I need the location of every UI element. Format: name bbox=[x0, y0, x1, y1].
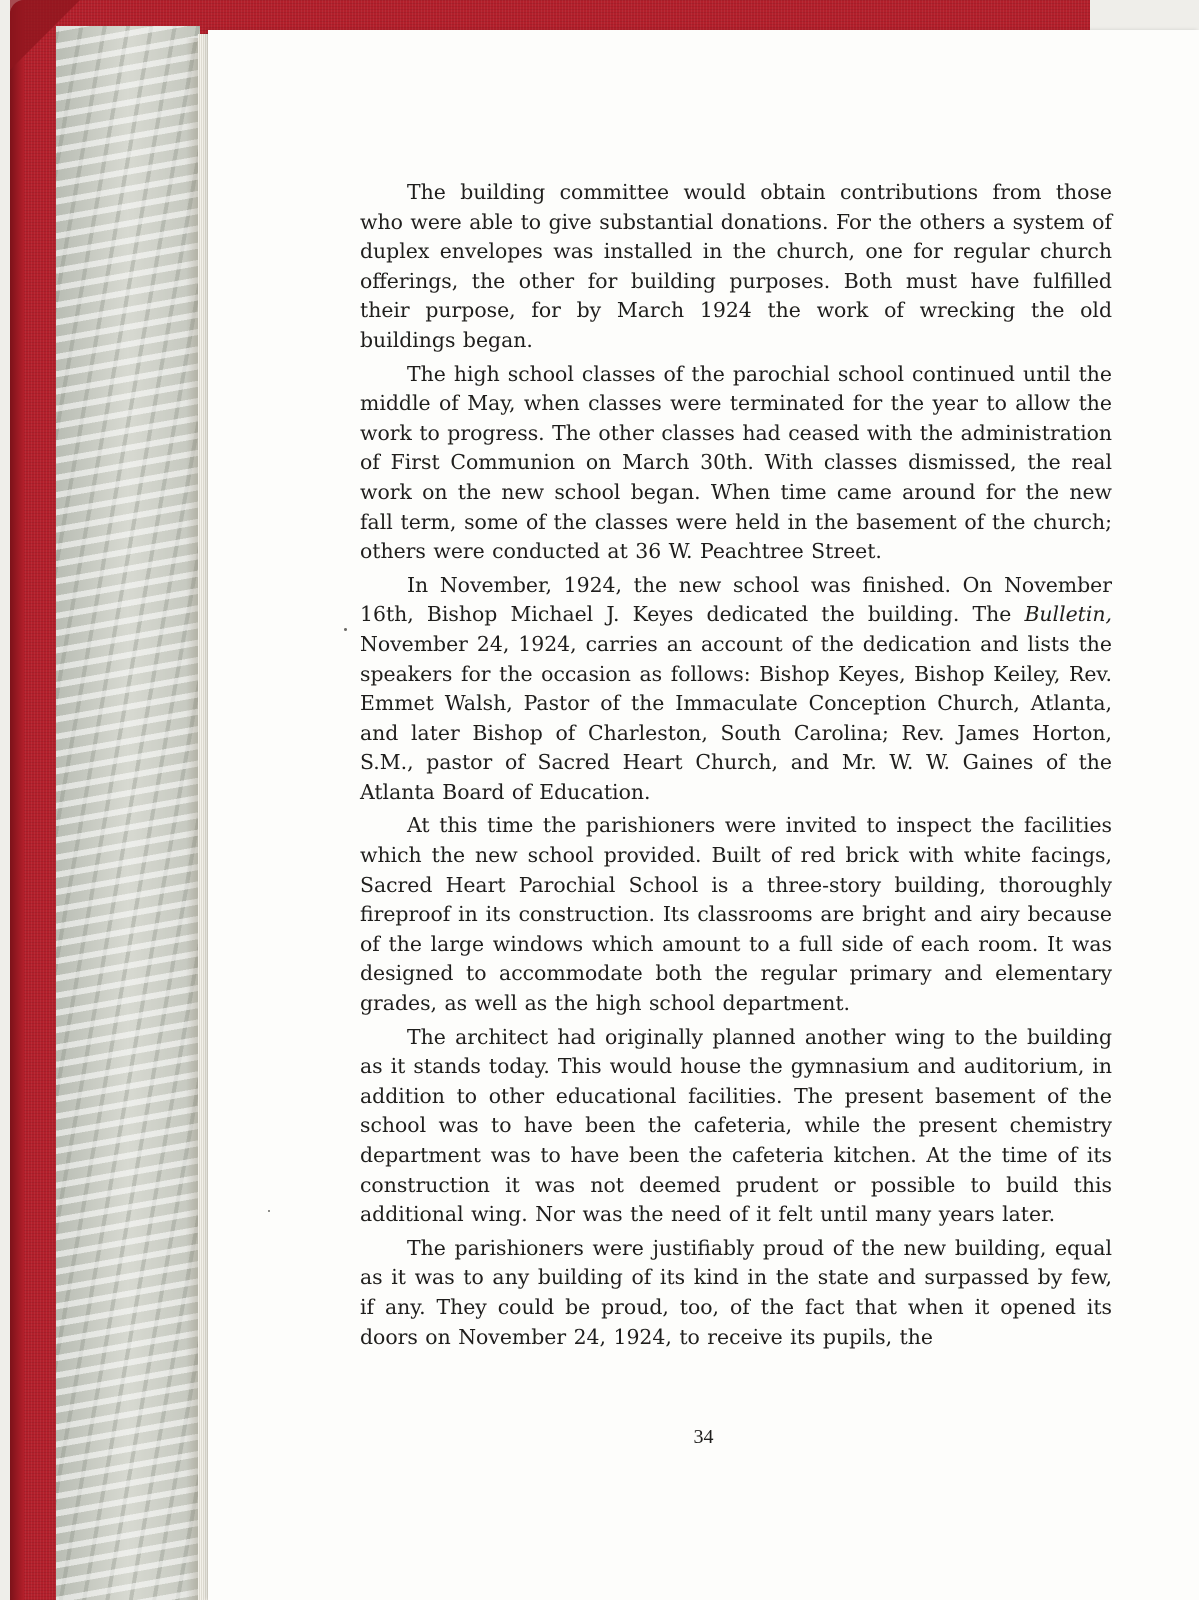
paragraph-building-committee: The building committee would obtain contributions from those who were able to give substantial donations. For the others a system of duplex envelopes was installed in the church, one for regular church offerings, the other for building purposes. Both must have fulfilled their purpose, for by March 1924 the work of wrecking the old buildings began. bbox=[360, 180, 1112, 352]
paper-speck bbox=[344, 628, 347, 631]
cover-edge bbox=[10, 0, 24, 1600]
page-sheet bbox=[208, 30, 1199, 1600]
paragraph-parishioners-proud: The parishioners were justifiably proud of the new building, equal as it was to any building of its kind in the state and surpassed by few, if any. They could be proud, too, of the fact that when it opened its doors on November 24, 1924, to receive its pupils, the bbox=[360, 1235, 1112, 1349]
body-text bbox=[360, 178, 1112, 1356]
paragraph-facilities: At this time the parishioners were invited to inspect the facilities which the new school provided. Built of red brick with white facings, Sacred Heart Parochial School is a three-story building, thoroughly fireproof in its construction. Its classrooms are bright and airy because of the large windows which amount to a full side of each room. It was designed to accommodate both the regular primary and elementary grades, as well as the high school department. bbox=[360, 813, 1112, 1016]
paragraph-architect: The architect had originally planned another wing to the building as it stands today. This would house the gymnasium and auditorium, in addition to other educational facilities. The present basement of the school was to have been the cafeteria, while the present chemistry department was to have been the cafeteria kitchen. At the time of its construction it was not deemed prudent or possible to build this additional wing. Nor was the need of it felt until many years later. bbox=[360, 1024, 1112, 1227]
bulletin-title: Bulletin, bbox=[1024, 602, 1112, 627]
paragraph-new-school-finished bbox=[360, 571, 1112, 808]
marbled-endpaper bbox=[56, 26, 200, 1600]
paper-speck bbox=[268, 1210, 270, 1212]
paragraph-text-end: November 24, 1924, carries an account of the dedication and lists the speakers for the occasion as follows: Bishop Keyes, Bishop Keiley, Rev. Emmet Walsh, Pastor of the Immaculate Conception Church, Atlanta, and later Bishop of Charleston, South Carolina; Rev. James Horton, S.M., pastor of Sacred Heart Church, and Mr. W. W. Gaines of the Atlanta Board of Education. bbox=[360, 631, 1112, 804]
paragraph-text-start: In November, 1924, the new school was finished. On November 16th, Bishop Michael J. Keyes dedicated the building. The bbox=[360, 572, 1112, 627]
page-number: 34 bbox=[693, 1426, 714, 1448]
paragraph-high-school-classes: The high school classes of the parochial school continued until the middle of May, when classes were terminated for the year to allow the work to progress. The other classes had ceased with the administration of First Communion on March 30th. With classes dismissed, the real work on the new school began. When time came around for the new fall term, some of the classes were held in the basement of the church; others were conducted at 36 W. Peachtree Street. bbox=[360, 361, 1112, 564]
